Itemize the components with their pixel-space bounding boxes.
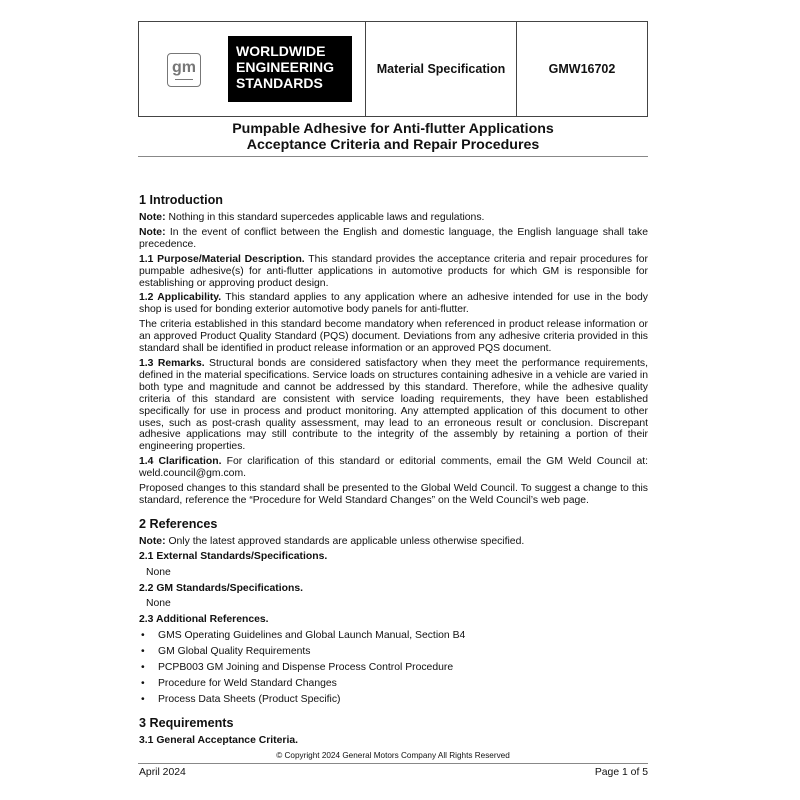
list-item: • GMS Operating Guidelines and Global Launch Manual, Section B4	[139, 630, 648, 642]
header-box	[138, 21, 648, 117]
para-label: 1.4 Clarification.	[139, 456, 222, 468]
para-text: Structural bonds are considered satisfactory when they meet the performance requirements, defined in the material specifications. Service loads on structures containing adhesive in a vehicle are varied in both type and magnitude and cannot be addressed by this standard. Therefore, while the adhesive quality criteria of this standard are consistent with service loading requirements, they have been established specifically for use in process and product monitoring. Any attempted application of this document to other uses, such as post-crash quality assessment, may lead to an erroneous result or conclusion. Discrepant adhesive applications may still contribute to the integrity of the assembly by retaining a portion of their engineering properties.	[139, 357, 648, 453]
list-item: • Process Data Sheets (Product Specific)	[139, 694, 648, 706]
note-text: In the event of conflict between the English and domestic language, the English language shall take precedence.	[139, 226, 648, 250]
para-1-2	[139, 292, 648, 316]
para-1-2-criteria: The criteria established in this standard become mandatory when referenced in product release information or an approved Product Quality Standard (PQS) document. Deviations from any adhesive criteria provided in this standard shall be identified in product release information or an approved PQS document.	[139, 319, 648, 355]
note-text: Nothing in this standard supercedes applicable laws and regulations.	[165, 212, 485, 223]
subsection-2-1: 2.1 External Standards/Specifications.	[139, 550, 328, 562]
document-title	[138, 121, 648, 153]
para-1-1	[139, 254, 648, 290]
section-1-heading: 1 Introduction	[139, 193, 223, 207]
section-3-heading: 3 Requirements	[139, 715, 234, 730]
doc-type: Material Specification	[366, 22, 517, 116]
title-line-1: Pumpable Adhesive for Anti-flutter Applications	[232, 121, 554, 137]
footer-page-number: Page 1 of 5	[594, 767, 648, 778]
footer-divider	[138, 763, 648, 764]
subsection-2-3: 2.3 Additional References.	[139, 614, 269, 626]
worldwide-engineering-standards-badge	[228, 36, 352, 102]
header-logo-cell	[139, 22, 366, 116]
para-1-4	[139, 456, 648, 480]
title-line-2: Acceptance Criteria and Repair Procedures	[246, 137, 540, 153]
brand-line-3: STANDARDS	[236, 75, 323, 91]
subsection-3-1: 3.1 General Acceptance Criteria.	[139, 734, 299, 746]
para-text: For clarification of this standard or editorial comments, email the GM Weld Council at: weld.council@gm.com.	[139, 456, 649, 480]
additional-references-list	[139, 630, 648, 706]
document-body	[139, 193, 648, 751]
note-approved-standards	[139, 536, 648, 548]
note-language	[139, 227, 648, 251]
para-1-4-changes: Proposed changes to this standard shall be presented to the Global Weld Council. To suggest a change to this standard, reference the “Procedure for Weld Standard Changes” on the Weld Council’s web page.	[139, 483, 648, 506]
note-laws	[139, 212, 648, 224]
para-label: 1.2 Applicability.	[139, 292, 222, 304]
subsection-2-2-none: None	[146, 598, 171, 610]
footer-date: April 2024	[139, 767, 186, 778]
subsection-2-1-none: None	[146, 566, 171, 578]
note-label: Note:	[139, 212, 166, 223]
section-2-heading: 2 References	[139, 516, 218, 531]
doc-number: GMW16702	[548, 62, 616, 76]
note-label: Note:	[139, 535, 166, 547]
list-item: • GM Global Quality Requirements	[139, 646, 648, 658]
para-text: This standard applies to any application where an adhesive intended for use in the body shop is used for bonding exterior automotive body panels for anti-flutter.	[139, 292, 649, 316]
brand-line-1: WORLDWIDE	[236, 43, 326, 59]
para-1-3	[139, 358, 648, 453]
para-label: 1.1 Purpose/Material Description.	[139, 253, 305, 265]
note-text: Only the latest approved standards are applicable unless otherwise specified.	[165, 535, 525, 547]
para-text: This standard provides the acceptance criteria and repair procedures for pumpable adhesive(s) for anti-flutter applications in automotive products for which GM is responsible for establishing or approving product design.	[139, 253, 648, 289]
note-label: Note:	[139, 226, 166, 238]
para-label: 1.3 Remarks.	[139, 357, 205, 369]
title-divider	[138, 156, 648, 157]
list-item: • Procedure for Weld Standard Changes	[139, 678, 648, 690]
gm-logo-icon: gm	[167, 53, 201, 87]
footer-copyright: © Copyright 2024 General Motors Company All Rights Reserved	[276, 751, 510, 760]
list-item: • PCPB003 GM Joining and Dispense Process Control Procedure	[139, 662, 648, 674]
brand-line-2: ENGINEERING	[236, 59, 335, 75]
subsection-2-2: 2.2 GM Standards/Specifications.	[139, 582, 303, 594]
